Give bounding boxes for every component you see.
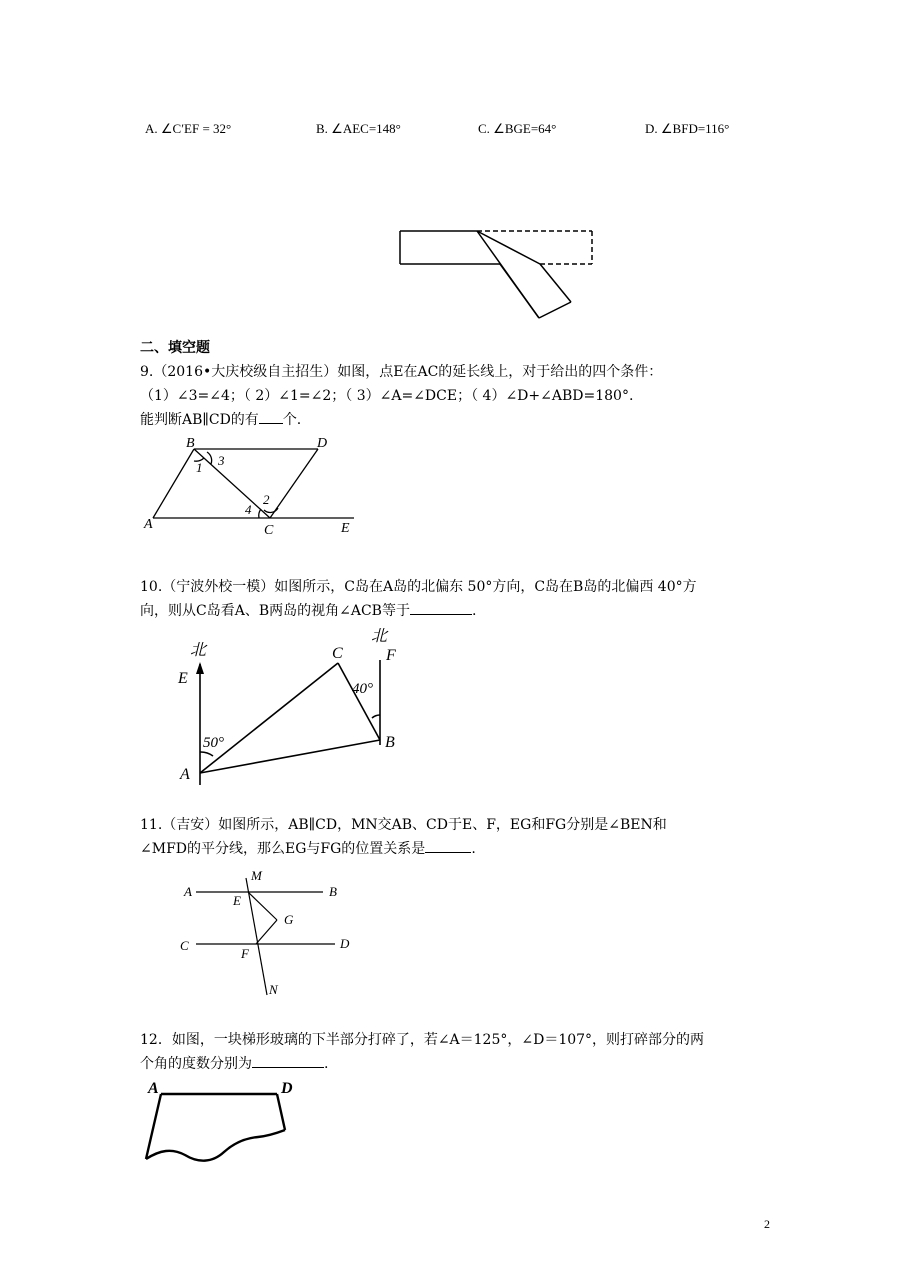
q10-angle-50: 50°: [203, 735, 224, 751]
option-a: A. ∠C′EF = 32°: [145, 121, 232, 136]
q12-line-2-text: 个角的度数分别为: [140, 1056, 252, 1072]
q9-line-3-text: 能判断AB∥CD的有: [140, 412, 259, 428]
q9-label-4: 4: [245, 502, 252, 517]
page-number: 2: [764, 1217, 770, 1231]
q11-label-g: G: [284, 912, 294, 927]
q10-line-1: 10.（宁波外校一模）如图所示，C岛在A岛的北偏东 50°方向，C岛在B岛的北偏西 40°方: [140, 579, 697, 595]
q9-label-e: E: [341, 521, 350, 536]
q10-label-north-left: 北: [190, 642, 207, 659]
option-d: D. ∠BFD=116°: [645, 121, 730, 136]
q9-label-1: 1: [196, 460, 203, 475]
q11-label-n: N: [269, 982, 278, 997]
q9-label-3: 3: [218, 453, 225, 468]
q10-label-c: C: [332, 645, 343, 662]
q9-label-b: B: [186, 436, 195, 451]
q9-label-c: C: [264, 523, 274, 538]
q10-label-a: A: [180, 766, 190, 783]
q10-label-north-right: 北: [371, 628, 388, 645]
q11-label-e: E: [233, 893, 241, 908]
q9-line-1: 9.（2016•大庆校级自主招生）如图，点E在AC的延长线上，对于给出的四个条件：: [140, 364, 663, 380]
q10-label-f: F: [386, 647, 396, 664]
q10-angle-40: 40°: [352, 681, 373, 697]
q12-line-2-end: .: [324, 1056, 329, 1072]
q11-label-a: A: [184, 884, 192, 899]
q9-label-d: D: [317, 436, 328, 451]
option-c: C. ∠BGE=64°: [478, 121, 557, 136]
q11-line-2-end: .: [471, 841, 476, 857]
option-b: B. ∠AEC=148°: [316, 121, 401, 136]
q9-label-2: 2: [263, 492, 270, 507]
q10-line-2-text: 向，则从C岛看A、B两岛的视角∠ACB等于: [140, 603, 410, 619]
q9-label-a: A: [144, 517, 153, 532]
q10-label-b: B: [385, 734, 395, 751]
q10-label-e: E: [178, 670, 188, 687]
q11-line-1: 11.（吉安）如图所示，AB∥CD，MN交AB、CD于E、F，EG和FG分别是∠BEN和: [140, 817, 667, 833]
q9-line-2: （1）∠3=∠4；（ 2）∠1=∠2；（ 3）∠A=∠DCE；（ 4）∠D+∠ABD=180°.: [140, 388, 634, 404]
q11-label-d: D: [340, 936, 350, 951]
q11-label-c: C: [180, 938, 189, 953]
q12-label-a: A: [148, 1080, 159, 1097]
q12-line-1: 12．如图，一块梯形玻璃的下半部分打碎了，若∠A＝125°，∠D＝107°，则打碎部分的两: [140, 1032, 705, 1048]
q9-line-3-end: 个.: [282, 412, 302, 428]
q11-label-b: B: [329, 884, 337, 899]
q11-label-f: F: [241, 946, 249, 961]
section-title: 二、填空题: [140, 340, 210, 356]
q11-label-m: M: [251, 868, 262, 883]
q12-label-d: D: [281, 1080, 293, 1097]
q11-line-2-text: ∠MFD的平分线，那么EG与FG的位置关系是: [140, 841, 426, 857]
q10-line-2-end: .: [471, 603, 477, 619]
